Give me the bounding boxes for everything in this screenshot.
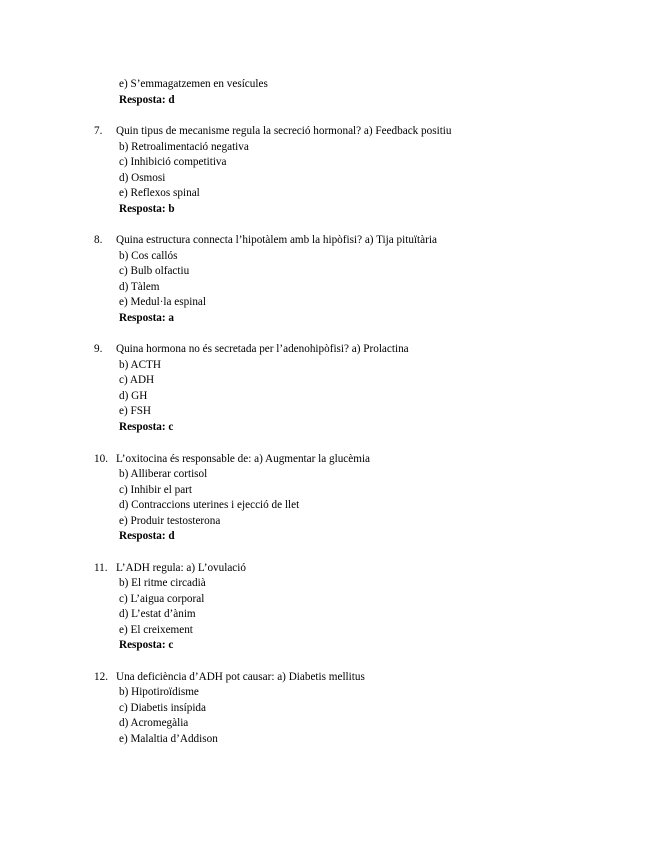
question-11-number: 11. <box>94 562 108 574</box>
question-8-answer: Resposta: a <box>119 312 175 324</box>
question-8-option-d: d) Tàlem <box>119 281 160 293</box>
question-11-answer: Resposta: c <box>119 639 174 651</box>
question-8-text: Quina estructura connecta l’hipotàlem amb la hipòfisi? a) Tija pituïtària <box>116 234 437 246</box>
question-9-answer: Resposta: c <box>119 421 174 433</box>
question-9-option-c: c) ADH <box>119 374 155 386</box>
question-7-text: Quin tipus de mecanisme regula la secreció hormonal? a) Feedback positiu <box>116 125 452 137</box>
question-7-answer: Resposta: b <box>119 203 175 215</box>
question-10-text: L’oxitocina és responsable de: a) Augmentar la glucèmia <box>116 453 371 465</box>
question-7-option-d: d) Osmosi <box>119 172 166 184</box>
question-11-option-b: b) El ritme circadià <box>119 577 206 589</box>
question-12-option-e: e) Malaltia d’Addison <box>119 733 218 745</box>
question-12-option-d: d) Acromegàlia <box>119 717 189 729</box>
question-10-option-c: c) Inhibir el part <box>119 484 192 496</box>
question-11-option-e: e) El creixement <box>119 624 193 636</box>
question-10-option-b: b) Alliberar cortisol <box>119 468 208 480</box>
question-12-text: Una deficiència d’ADH pot causar: a) Diabetis mellitus <box>116 671 365 683</box>
question-11-option-d: d) L’estat d’ànim <box>119 608 196 620</box>
question-10-option-d: d) Contraccions uterines i ejecció de llet <box>119 499 300 511</box>
question-10-answer: Resposta: d <box>119 530 175 542</box>
question-11-text: L’ADH regula: a) L’ovulació <box>116 562 246 574</box>
question-8-option-b: b) Cos callós <box>119 250 178 262</box>
question-7-number: 7. <box>94 125 103 137</box>
question-9-number: 9. <box>94 343 103 355</box>
question-12-number: 12. <box>94 671 108 683</box>
question-7-option-b: b) Retroalimentació negativa <box>119 141 249 153</box>
question-9-option-b: b) ACTH <box>119 359 161 371</box>
intro-option-e: e) S’emmagatzemen en vesícules <box>119 78 268 90</box>
question-9-text: Quina hormona no és secretada per l’adenohipòfisi? a) Prolactina <box>116 343 409 355</box>
question-9-option-d: d) GH <box>119 390 148 402</box>
question-12-option-c: c) Diabetis insípida <box>119 702 206 714</box>
question-10-number: 10. <box>94 453 108 465</box>
question-11-option-c: c) L’aigua corporal <box>119 593 205 605</box>
question-8-option-c: c) Bulb olfactiu <box>119 265 190 277</box>
question-7-option-e: e) Reflexos spinal <box>119 187 200 199</box>
question-9-option-e: e) FSH <box>119 405 152 417</box>
question-10-option-e: e) Produir testosterona <box>119 515 221 527</box>
question-7-option-c: c) Inhibició competitiva <box>119 156 227 168</box>
question-12-option-b: b) Hipotiroïdisme <box>119 686 199 698</box>
question-8-number: 8. <box>94 234 103 246</box>
question-8-option-e: e) Medul·la espinal <box>119 296 206 308</box>
intro-answer: Resposta: d <box>119 94 175 106</box>
